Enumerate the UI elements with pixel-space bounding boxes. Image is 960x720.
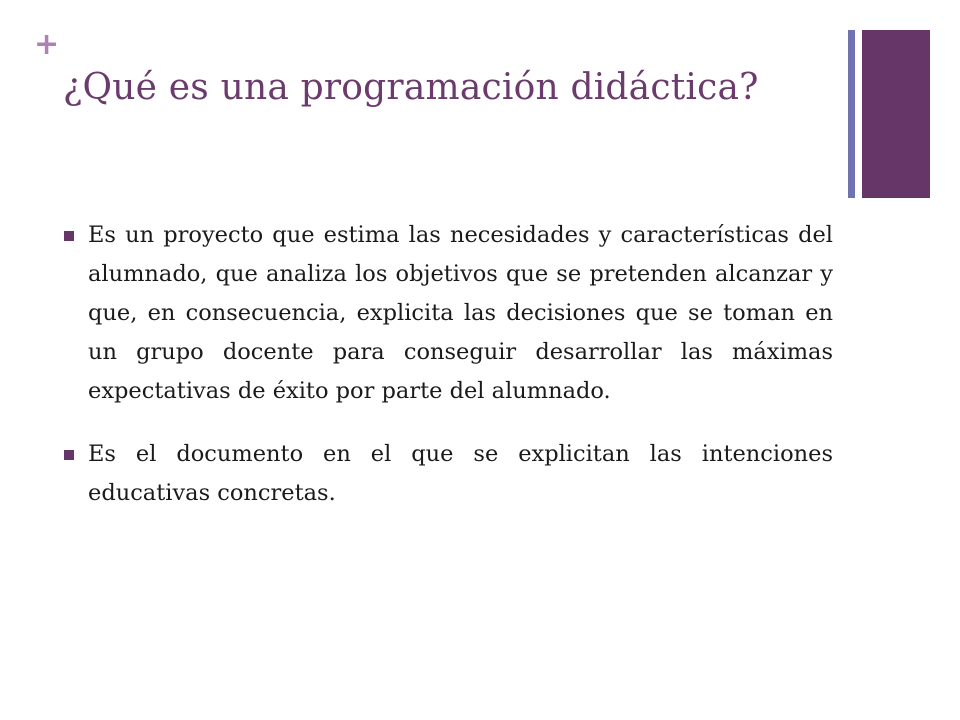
bullet-text: Es un proyecto que estima las necesidades y características del alumnado, que analiza los objetivos que se pretenden alcanzar y que, en consecuencia, explicita las decisiones que se toman en un grupo docente para conseguir desarrollar las máximas expectativas de éxito por parte del alumnado. [88, 222, 833, 404]
slide-title: ¿Qué es una programación didáctica? [63, 67, 759, 108]
bullet-list [63, 216, 833, 513]
square-bullet-icon [64, 450, 74, 460]
accent-bar-thick [862, 30, 930, 198]
square-bullet-icon [64, 231, 74, 241]
bullet-text: Es el documento en el que se explicitan las intenciones educativas concretas. [88, 441, 833, 506]
bullet-item [63, 216, 833, 411]
accent-bar-thin [848, 30, 855, 198]
bullet-item [63, 435, 833, 513]
plus-icon: + [34, 27, 60, 62]
